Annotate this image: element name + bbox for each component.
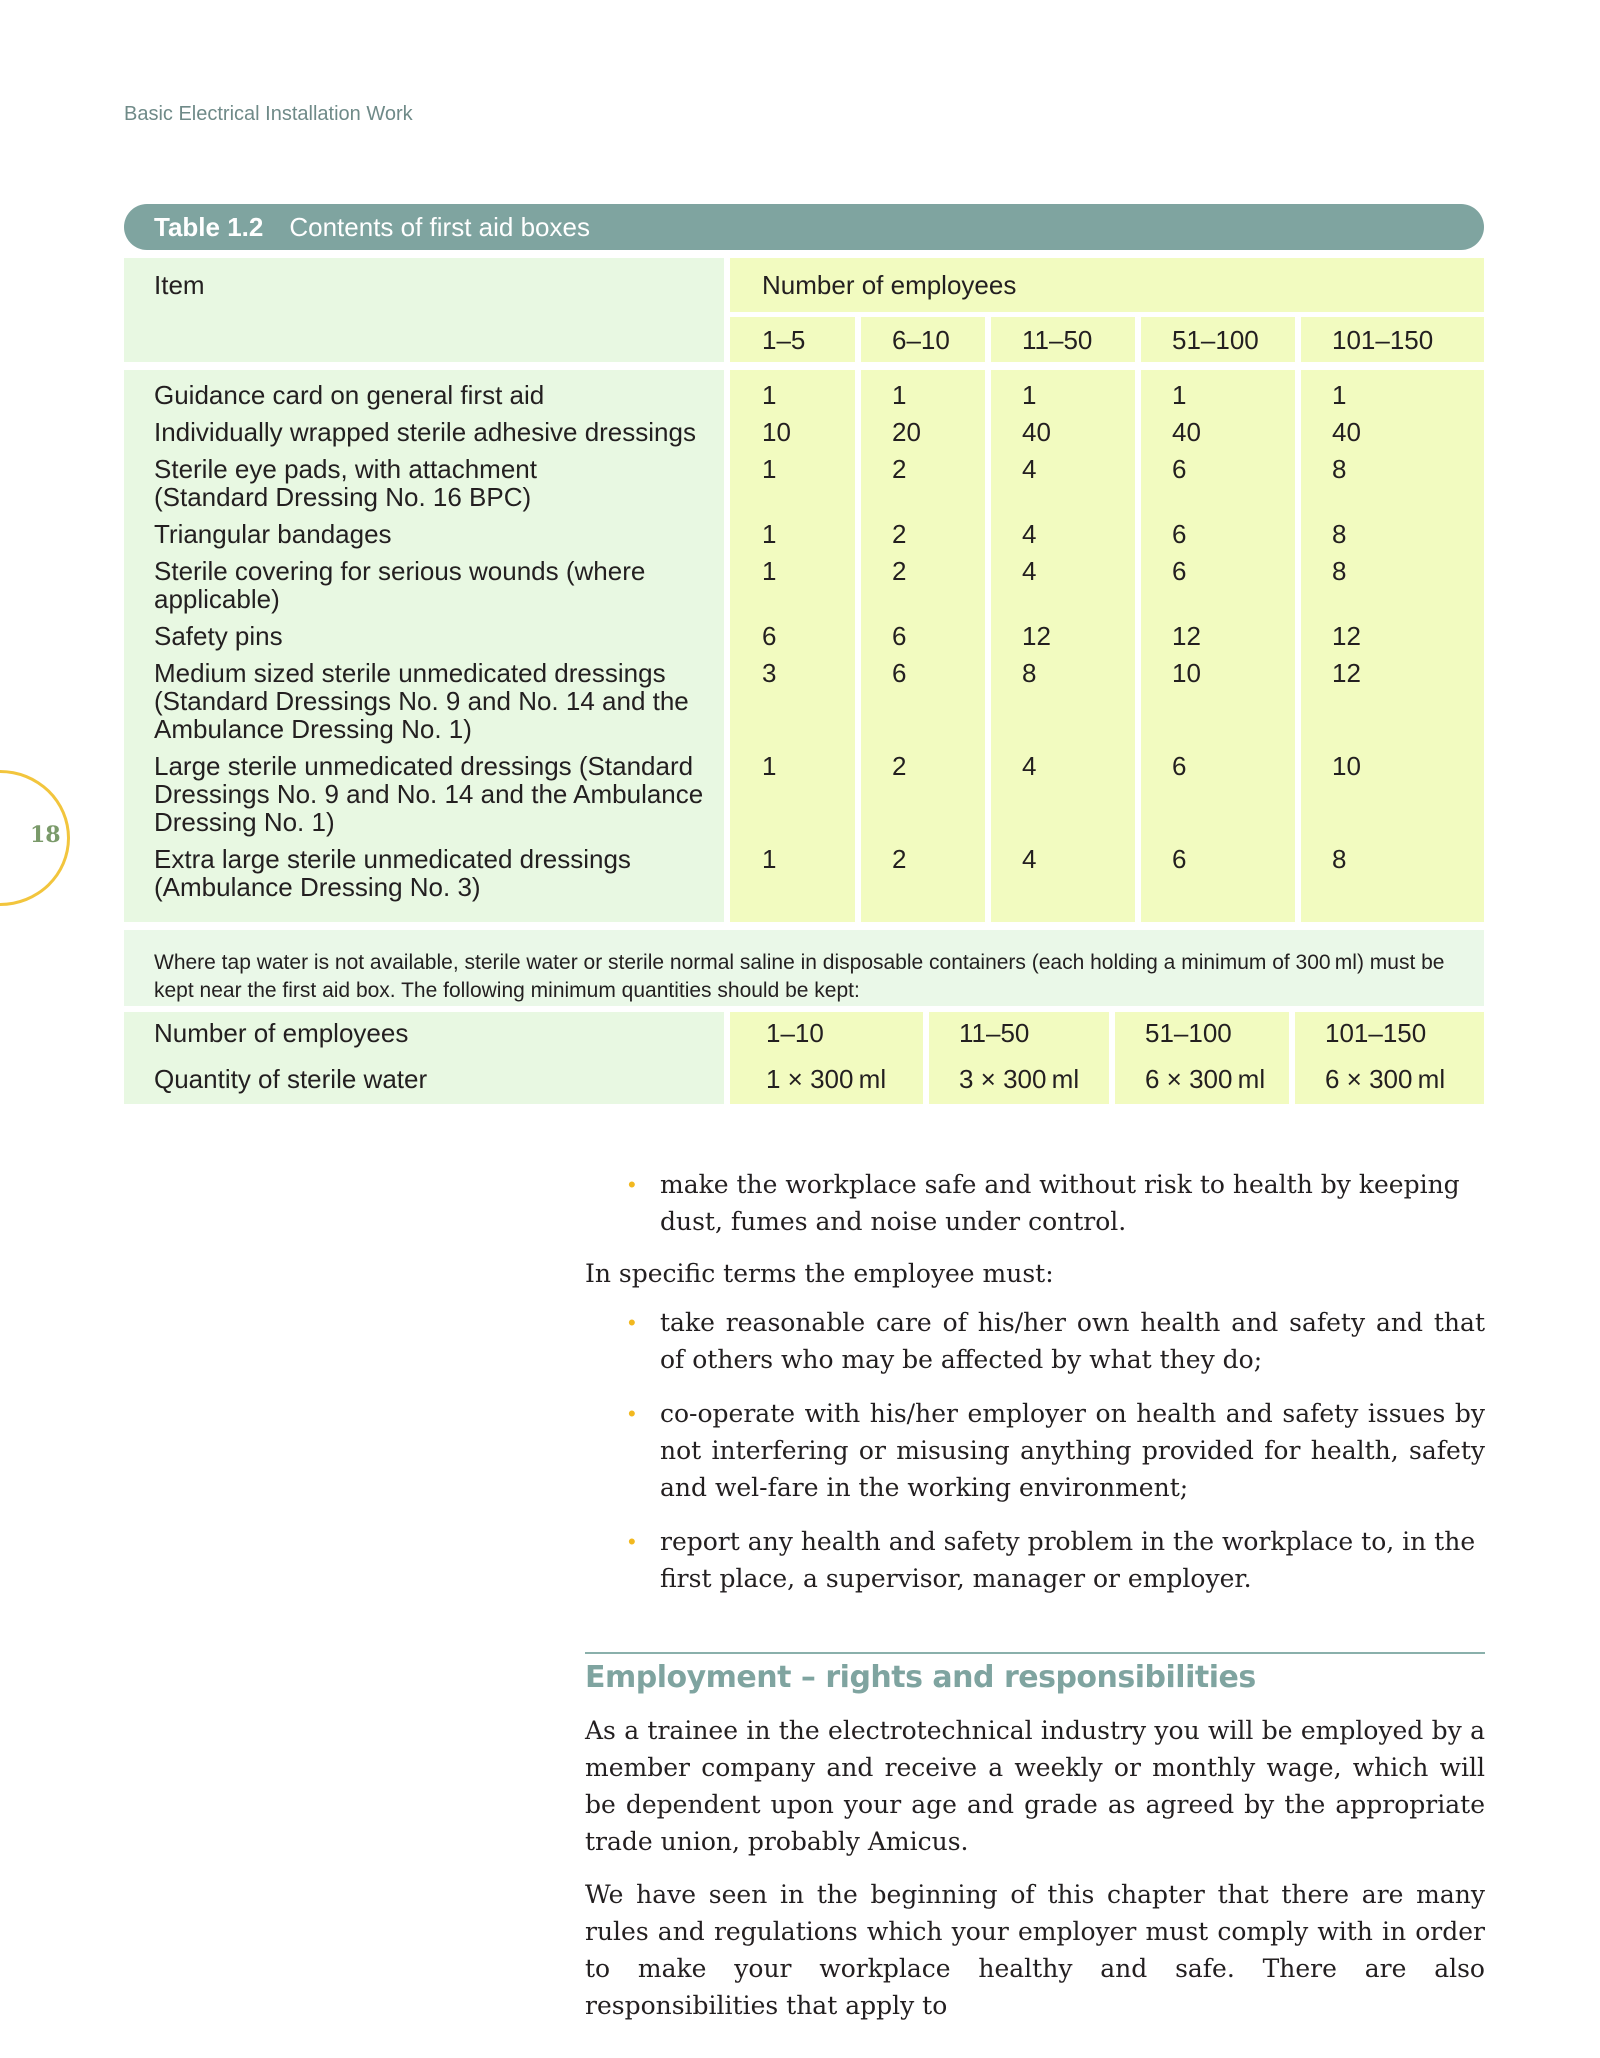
item-line: Large sterile unmedicated dressings (Standard (154, 751, 694, 781)
table-row-value: 40 (1332, 417, 1361, 447)
table-row-value: 8 (1332, 519, 1347, 549)
table-row-value: 1 (762, 556, 777, 586)
employee-intro: In specific terms the employee must: (585, 1259, 1054, 1288)
table-row-item (154, 380, 544, 410)
water-range: 51–100 (1145, 1018, 1232, 1048)
item-line: (Ambulance Dressing No. 3) (154, 872, 481, 902)
value-column-body (1141, 370, 1295, 922)
bullet-icon: • (628, 1310, 636, 1335)
section-rule (585, 1652, 1485, 1654)
table-row-value: 4 (1022, 844, 1037, 874)
table-row-value: 2 (892, 519, 907, 549)
bullet-text: report any health and safety problem in the workplace to, in the first place, a supervisor, manager or employer. (660, 1527, 1476, 1593)
table-row-item (154, 751, 703, 837)
bullet-text: make the workplace safe and without risk to health by keeping dust, fumes and noise under control. (660, 1170, 1460, 1236)
water-quantity: 1 × 300 ml (766, 1064, 887, 1094)
table-row-value: 1 (762, 454, 777, 484)
item-line: Ambulance Dressing No. 1) (154, 714, 472, 744)
table-row-value: 10 (762, 417, 791, 447)
table-row-value: 2 (892, 454, 907, 484)
table-row-value: 8 (1332, 844, 1347, 874)
item-line: applicable) (154, 584, 280, 614)
item-line: (Standard Dressings No. 9 and No. 14 and the (154, 686, 689, 716)
paragraph: We have seen in the beginning of this chapter that there are many rules and regulations which your employer must comply with in order to make your workplace healthy and safe. There are also responsibilities that apply to (585, 1880, 1485, 2020)
item-line: Triangular bandages (154, 519, 392, 549)
table-row-value: 40 (1172, 417, 1201, 447)
table-row-value: 12 (1172, 621, 1201, 651)
page-number: 18 (30, 822, 61, 848)
range-header: 6–10 (892, 325, 950, 355)
table-row-item (154, 844, 631, 902)
table-row-value: 8 (1332, 556, 1347, 586)
table-row-value: 2 (892, 751, 907, 781)
running-head: Basic Electrical Installation Work (124, 103, 413, 125)
table-row-value: 10 (1332, 751, 1361, 781)
table-row-value: 6 (1172, 751, 1187, 781)
table-row-value: 10 (1172, 658, 1201, 688)
item-line: Sterile eye pads, with attachment (154, 454, 537, 484)
table-row-item (154, 621, 283, 651)
section-heading: Employment – rights and responsibilities (585, 1660, 1256, 1695)
table-note: Where tap water is not available, sterile water or sterile normal saline in disposable containers (each holding a minimum of 300 ml) must be kept near the first aid box. The following minimum quantities should be kept: (154, 951, 1445, 1002)
table-row-value: 1 (762, 519, 777, 549)
item-line: Extra large sterile unmedicated dressings (154, 844, 631, 874)
water-quantity: 6 × 300 ml (1145, 1064, 1266, 1094)
table-row-value: 8 (1332, 454, 1347, 484)
range-header: 11–50 (1022, 325, 1093, 355)
table-row-value: 20 (892, 417, 921, 447)
table-row-value: 1 (892, 380, 907, 410)
table-row-value: 1 (1332, 380, 1347, 410)
item-line: Dressing No. 1) (154, 807, 335, 837)
table-row-value: 6 (892, 658, 907, 688)
bullet-icon: • (628, 1172, 636, 1197)
range-header: 1–5 (762, 325, 806, 355)
table-row-value: 2 (892, 844, 907, 874)
table-row-value: 6 (892, 621, 907, 651)
table-row-item (154, 658, 689, 744)
water-range: 101–150 (1325, 1018, 1427, 1048)
table-row-item (154, 454, 537, 512)
table-row-value: 1 (1172, 380, 1187, 410)
table-row-item (154, 556, 645, 614)
value-column-body (991, 370, 1135, 922)
item-line: (Standard Dressing No. 16 BPC) (154, 482, 532, 512)
water-range: 1–10 (766, 1018, 824, 1048)
value-column-body (730, 370, 855, 922)
table-row-value: 1 (762, 844, 777, 874)
item-line: Guidance card on general first aid (154, 380, 545, 410)
item-header-cell (124, 258, 724, 362)
bullet-text: take reasonable care of his/her own health and safety and that of others who may be affected by what they do; (660, 1308, 1485, 1374)
paragraph: As a trainee in the electrotechnical industry you will be employed by a member company and receive a weekly or monthly wage, which will be dependent upon your age and grade as agreed by the appropriate trade union, probably Amicus. (585, 1716, 1485, 1856)
table-row-value: 6 (1172, 454, 1187, 484)
bullet-icon: • (628, 1529, 636, 1554)
item-line: Safety pins (154, 621, 283, 651)
water-range: 11–50 (959, 1018, 1030, 1048)
value-column-body (1301, 370, 1484, 922)
table-row-value: 1 (762, 380, 777, 410)
table-row-value: 12 (1332, 658, 1361, 688)
table-row-value: 1 (762, 751, 777, 781)
item-line: Individually wrapped sterile adhesive dressings (154, 417, 696, 447)
table-row-value: 6 (1172, 556, 1187, 586)
table-row-value: 40 (1022, 417, 1051, 447)
table-row-value: 8 (1022, 658, 1037, 688)
table-title-bar (124, 204, 1484, 250)
employees-header: Number of employees (762, 270, 1017, 300)
water-quantity: 6 × 300 ml (1325, 1064, 1446, 1094)
table-label: Table 1.2 (154, 211, 264, 242)
item-line: Sterile covering for serious wounds (where (154, 556, 646, 586)
table-row-value: 12 (1332, 621, 1361, 651)
table-row-value: 4 (1022, 751, 1037, 781)
table-caption: Contents of first aid boxes (289, 211, 590, 242)
table-row-value: 6 (1172, 844, 1187, 874)
water-employees-label: Number of employees (154, 1018, 409, 1048)
item-line: Dressings No. 9 and No. 14 and the Ambulance (154, 779, 704, 809)
table-row-item (154, 519, 392, 549)
item-header: Item (154, 270, 205, 300)
table-row-value: 3 (762, 658, 777, 688)
table-row-value: 4 (1022, 556, 1037, 586)
table-row-value: 4 (1022, 454, 1037, 484)
bullet-icon: • (628, 1401, 636, 1426)
table-row-value: 1 (1022, 380, 1037, 410)
table-row-value: 6 (1172, 519, 1187, 549)
value-column-body (861, 370, 985, 922)
water-quantity: 3 × 300 ml (959, 1064, 1080, 1094)
range-header: 101–150 (1332, 325, 1434, 355)
table-row-value: 2 (892, 556, 907, 586)
bullet-text: co-operate with his/her employer on health and safety issues by not interfering or misusing anything provided for health, safety and wel-fare in the working environment; (660, 1399, 1485, 1502)
table-row-value: 6 (762, 621, 777, 651)
table-row-value: 4 (1022, 519, 1037, 549)
water-quantity-label: Quantity of sterile water (154, 1064, 428, 1094)
item-line: Medium sized sterile unmedicated dressings (154, 658, 666, 688)
range-header: 51–100 (1172, 325, 1259, 355)
table-row-item (154, 417, 696, 447)
table-row-value: 12 (1022, 621, 1051, 651)
